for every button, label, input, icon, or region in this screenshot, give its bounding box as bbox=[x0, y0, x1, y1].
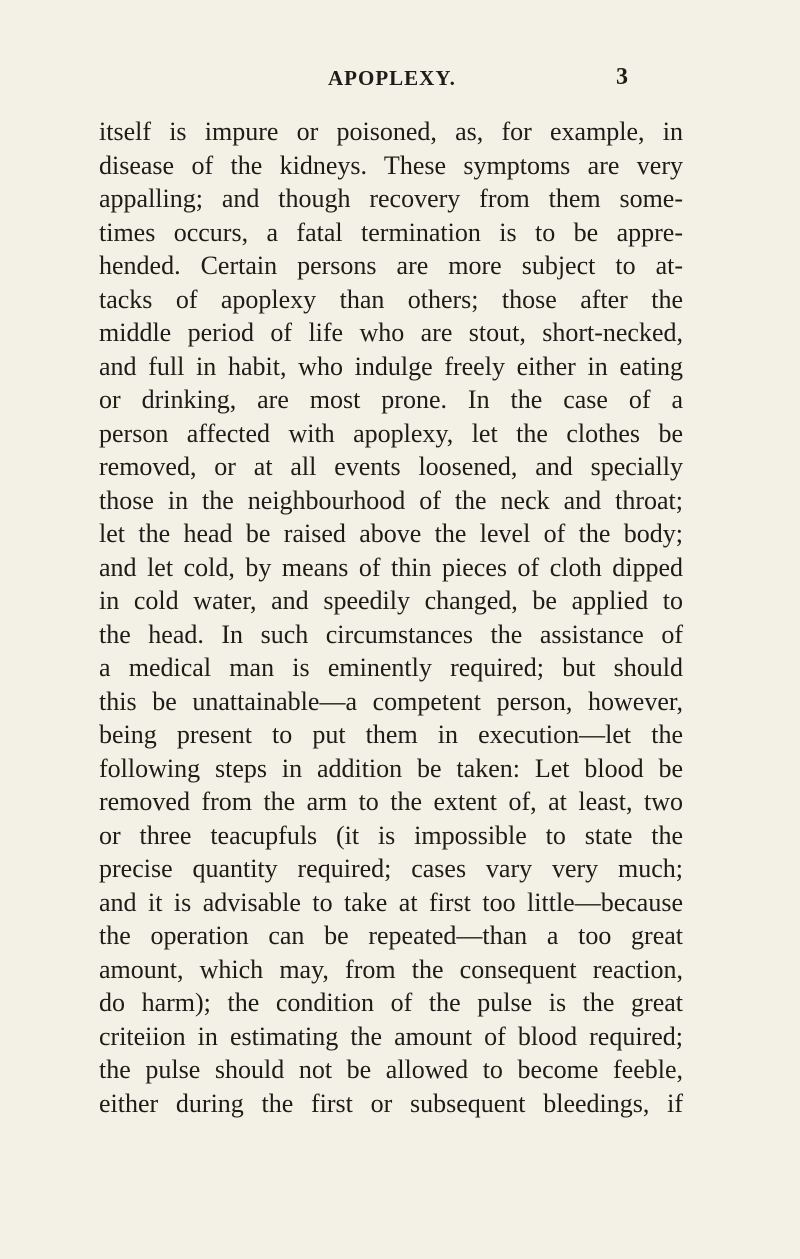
text-line: times occurs, a fatal termination is to be appre- bbox=[99, 217, 683, 247]
text-line: being present to put them in execution—let the bbox=[99, 720, 683, 749]
text-line: a medical man is eminently required; but should bbox=[99, 653, 683, 682]
text-line: disease of the kidneys. These symptoms are very bbox=[99, 150, 683, 180]
text-line: removed, or at all events loosened, and specially bbox=[99, 452, 683, 481]
text-line: hended. Certain persons are more subject to at- bbox=[99, 251, 683, 280]
text-line: the operation can be repeated—than a too great bbox=[99, 921, 683, 950]
text-line: and let cold, by means of thin pieces of cloth dipped bbox=[99, 552, 683, 582]
text-line: the pulse should not be allowed to become feeble, bbox=[99, 1055, 683, 1084]
text-line: either during the first or subsequent bleedings, if bbox=[99, 1088, 683, 1118]
text-line: appalling; and though recovery from them some- bbox=[99, 184, 683, 213]
text-line: and full in habit, who indulge freely either in eating bbox=[99, 351, 683, 381]
page-number: 3 bbox=[616, 64, 628, 90]
running-head bbox=[0, 66, 800, 96]
text-line: the head. In such circumstances the assistance of bbox=[99, 619, 683, 649]
text-line: and it is advisable to take at first too little—because bbox=[99, 887, 683, 917]
text-line: or three teacupfuls (it is impossible to state the bbox=[99, 820, 683, 850]
body-text bbox=[99, 115, 683, 1120]
text-line: person affected with apoplexy, let the clothes be bbox=[99, 418, 683, 448]
text-line: do harm); the condition of the pulse is the great bbox=[99, 988, 683, 1017]
text-line: precise quantity required; cases vary very much; bbox=[99, 854, 683, 883]
text-line: following steps in addition be taken: Let blood be bbox=[99, 753, 683, 783]
text-line: let the head be raised above the level of the body; bbox=[99, 519, 683, 548]
text-line: middle period of life who are stout, short-necked, bbox=[99, 318, 683, 347]
text-line: this be unattainable—a competent person, however, bbox=[99, 686, 683, 716]
text-line: amount, which may, from the consequent reaction, bbox=[99, 954, 683, 984]
text-line: criteiion in estimating the amount of blood required; bbox=[99, 1021, 683, 1051]
text-line: itself is impure or poisoned, as, for example, in bbox=[99, 117, 683, 146]
text-line: those in the neighbourhood of the neck and throat; bbox=[99, 485, 683, 515]
text-line: removed from the arm to the extent of, at least, two bbox=[99, 787, 683, 816]
text-line: in cold water, and speedily changed, be applied to bbox=[99, 586, 683, 615]
text-line: tacks of apoplexy than others; those after the bbox=[99, 284, 683, 314]
text-line: or drinking, are most prone. In the case of a bbox=[99, 385, 683, 414]
running-title: APOPLEXY. bbox=[328, 66, 456, 90]
